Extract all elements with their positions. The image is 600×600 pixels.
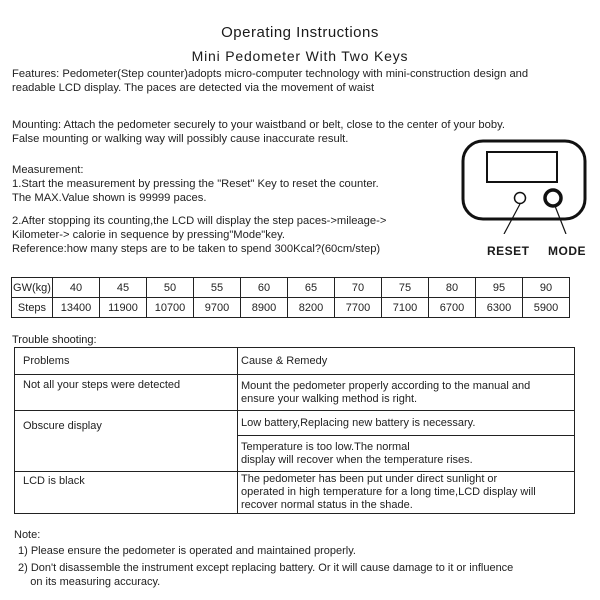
features-line: Features: Pedometer(Step counter)adopts micro-computer technology with mini-construction design and xyxy=(12,68,529,80)
steps-header: Steps xyxy=(12,298,53,318)
measurement-line: Reference:how many steps are to be taken to spend 300Kcal?(60cm/step) xyxy=(12,243,381,255)
steps-cell: 9700 xyxy=(194,298,241,318)
column-divider xyxy=(237,348,238,513)
note-item: 2) Don't disassemble the instrument except replacing battery. Or it will cause damage to it or influence xyxy=(18,562,514,574)
cause-lcd-black xyxy=(241,473,536,512)
steps-cell: 6700 xyxy=(429,298,476,318)
steps-cell: 7700 xyxy=(335,298,382,318)
mode-label: MODE xyxy=(548,244,586,258)
weight-cell: 55 xyxy=(194,278,241,298)
cause-steps-not-detected xyxy=(241,380,530,406)
weight-cell: 95 xyxy=(476,278,523,298)
measurement-line: 2.After stopping its counting,the LCD will display the step paces->mileage-> xyxy=(12,215,387,227)
page-subtitle: Mini Pedometer With Two Keys xyxy=(191,48,409,64)
weight-header: GW(kg) xyxy=(12,278,53,298)
cause-low-battery: Low battery,Replacing new battery is necessary. xyxy=(241,417,476,429)
measurement-line: Kilometer-> calorie in sequence by pressing"Mode"key. xyxy=(12,229,285,241)
cause-line: Temperature is too low.The normal xyxy=(241,441,410,453)
cause-line: operated in high temperature for a long time,LCD display will xyxy=(241,486,536,498)
problem-lcd-black: LCD is black xyxy=(23,475,85,487)
weight-cell: 50 xyxy=(147,278,194,298)
weight-row xyxy=(12,278,570,298)
cause-line: The pedometer has been put under direct sunlight or xyxy=(241,473,498,485)
weight-cell: 65 xyxy=(288,278,335,298)
mode-button-icon xyxy=(545,190,561,206)
page-title: Operating Instructions xyxy=(221,24,379,41)
row-divider xyxy=(15,471,574,472)
steps-cell: 5900 xyxy=(523,298,570,318)
cause-line: recover normal status in the shade. xyxy=(241,499,413,511)
trouble-shooting-table xyxy=(14,347,575,514)
steps-cell: 13400 xyxy=(53,298,100,318)
steps-cell: 8200 xyxy=(288,298,335,318)
cause-header: Cause & Remedy xyxy=(241,355,328,367)
mounting-line: False mounting or walking way will possibly cause inaccurate result. xyxy=(12,133,349,145)
problems-header: Problems xyxy=(23,355,70,367)
measurement-line: The MAX.Value shown is 99999 paces. xyxy=(12,192,207,204)
steps-cell: 7100 xyxy=(382,298,429,318)
mounting-paragraph xyxy=(12,118,505,146)
weight-cell: 40 xyxy=(53,278,100,298)
weight-cell: 45 xyxy=(100,278,147,298)
problem-obscure-display: Obscure display xyxy=(23,420,102,432)
note-item: 1) Please ensure the pedometer is operated and maintained properly. xyxy=(18,545,356,557)
weight-cell: 90 xyxy=(523,278,570,298)
note-label: Note: xyxy=(14,529,41,541)
pedometer-illustration xyxy=(460,138,588,234)
cause-divider xyxy=(237,435,574,436)
measurement-line: 1.Start the measurement by pressing the "Reset" Key to reset the counter. xyxy=(12,178,379,190)
steps-cell: 11900 xyxy=(100,298,147,318)
weight-cell: 60 xyxy=(241,278,288,298)
note-list xyxy=(18,544,513,589)
measurement-paragraph xyxy=(12,163,379,205)
weight-cell: 80 xyxy=(429,278,476,298)
reset-button-icon xyxy=(515,193,526,204)
measurement-paragraph-2 xyxy=(12,214,386,256)
weight-steps-table xyxy=(11,277,570,318)
cause-line: display will recover when the temperature rises. xyxy=(241,454,473,466)
trouble-shooting-label: Trouble shooting: xyxy=(12,334,97,346)
weight-cell: 70 xyxy=(335,278,382,298)
problem-steps-not-detected: Not all your steps were detected xyxy=(23,379,181,391)
note-item: on its measuring accuracy. xyxy=(18,576,161,588)
row-divider xyxy=(15,410,574,411)
weight-cell: 75 xyxy=(382,278,429,298)
steps-cell: 8900 xyxy=(241,298,288,318)
features-paragraph xyxy=(12,67,528,95)
cause-line: ensure your walking method is right. xyxy=(241,393,418,405)
cause-low-temperature xyxy=(241,441,473,467)
mounting-line: Mounting: Attach the pedometer securely to your waistband or belt, close to the center of your boby. xyxy=(12,119,505,131)
steps-cell: 10700 xyxy=(147,298,194,318)
measurement-line: Measurement: xyxy=(12,164,84,176)
features-line: readable LCD display. The paces are detected via the movement of waist xyxy=(12,82,375,94)
steps-row xyxy=(12,298,570,318)
reset-label: RESET xyxy=(487,244,530,258)
cause-line: Mount the pedometer properly according to the manual and xyxy=(241,380,531,392)
lcd-screen xyxy=(487,152,557,182)
row-divider xyxy=(15,374,574,375)
steps-cell: 6300 xyxy=(476,298,523,318)
